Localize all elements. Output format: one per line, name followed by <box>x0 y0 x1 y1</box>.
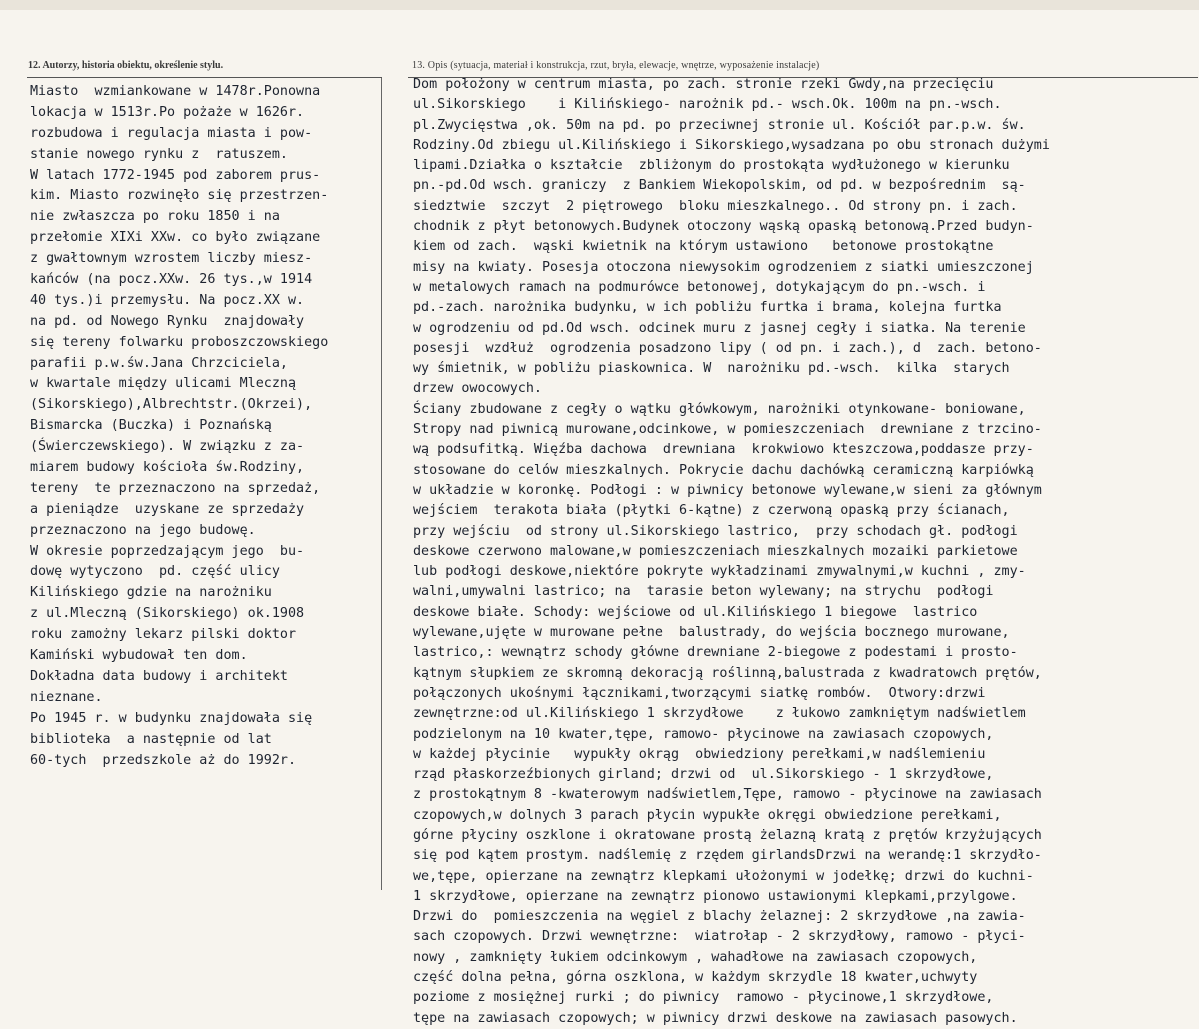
description-text-line: 1 skrzydłowe, opierzane na zewnątrz pionowo ustawionymi klepkami,przylgowe. <box>413 888 1018 904</box>
description-text-line: lub podłogi deskowe,niektóre pokryte wykładzinami zmywalnymi,w kuchni , zmy- <box>413 564 1026 580</box>
description-text-line: deskowe białe. Schody: wejściowe od ul.Kilińskiego 1 biegowe lastrico <box>413 604 978 620</box>
description-text-line: Rodziny.Od zbiegu ul.Kilińskiego i Sikorskiego,wysadzana po obu stronach dużymi <box>413 137 1050 153</box>
description-text-line: walni,umywalni lastrico; na tarasie beton wylewany; na strychu podłogi <box>413 584 994 600</box>
description-text-line: tępe na zawiasach czopowych; w piwnicy drzwi deskowe na zawiasach pasowych. <box>413 1010 1018 1026</box>
history-text-line: roku zamożny lekarz pilski doktor <box>30 627 297 643</box>
description-text-line: posesji wzdłuż ogrodzenia posadzono lipy ( od pn. i zach.), d zach. betono- <box>413 340 1042 356</box>
description-text-line: z prostokątnym 8 -kwaterowym nadświetlem,Tępe, ramowo - płycinowe na zawiasach <box>413 787 1042 803</box>
description-text-line: sach czopowych. Drzwi wewnętrzne: wiatrołap - 2 skrzydłowy, ramowo - płyci- <box>413 929 1026 945</box>
history-text-line: Bismarcka (Buczka) i Poznańską <box>30 418 272 434</box>
description-text-line: rząd płaskorzeźbionych girland; drzwi od ul.Sikorskiego - 1 skrzydłowe, <box>413 767 994 783</box>
history-text-line: kim. Miasto rozwinęło się przestrzen- <box>30 188 329 204</box>
description-text-line: Dom położony w centrum miasta, po zach. stronie rzeki Gwdy,na przecięciu <box>413 77 994 92</box>
description-text-line: podzielonym na 10 kwater,tępe, ramowo- płycinowe na zawiasach czopowych, <box>413 726 994 742</box>
history-text-line: W okresie poprzedzającym jego bu- <box>30 543 305 559</box>
description-text-line: wą podsufitką. Więźba dachowa drewniana krokwiowo kteszczowa,poddasze przy- <box>413 442 1034 458</box>
history-text-line: z gwałtownym wzrostem liczby miesz- <box>30 251 313 267</box>
history-text-line: a pieniądze uzyskane ze sprzedaży <box>30 501 305 517</box>
description-text-line: połączonych ukośnymi łącznikami,tworzącymi siatkę rombów. Otwory:drzwi <box>413 685 986 701</box>
history-text-line: 60-tych przedszkole aż do 1992r. <box>30 752 297 768</box>
section-header-description: 13. Opis (sytuacja, materiał i konstrukcja, rzut, bryła, elewacje, wnętrze, wyposażenie instalacje) <box>412 60 820 71</box>
description-text-line: w każdej płycinie wypukły okrąg obwiedziony perełkami,w nadślemieniu <box>413 746 986 762</box>
description-text-line: Ściany zbudowane z cegły o wątku główkowym, narożniki otynkowane- boniowane, <box>413 401 1026 417</box>
description-text-column <box>413 75 1050 1029</box>
column-divider <box>381 78 382 890</box>
description-text-line: lipami.Działka o kształcie zbliżonym do prostokąta wydłużonego w kierunku <box>413 158 1010 174</box>
description-text-line: się pod kątem prostym. nadślemię z rzędem girlandsDrzwi na werandę:1 skrzydło- <box>413 848 1042 864</box>
description-text-line: drzew owocowych. <box>413 381 542 397</box>
description-text-line: wylewane,ujęte w murowane pełne balustrady, do wejścia bocznego murowane, <box>413 625 1010 641</box>
history-text-line: nieznane. <box>30 689 103 705</box>
history-text-line: przeznaczono na jego budowę. <box>30 522 256 538</box>
description-text-line: wejściem terakota biała (płytki 6-kątne) z czerwoną opaską przy ścianach, <box>413 503 1010 519</box>
history-text-line: rozbudowa i regulacja miasta i pow- <box>30 125 313 141</box>
description-text-line: pl.Zwycięstwa ,ok. 50m na pd. po przeciwnej stronie ul. Kościół par.p.w. św. <box>413 117 1026 133</box>
description-text-line: pd.-zach. narożnika budynku, w ich pobliżu furtka i brama, kolejna furtka <box>413 300 1002 316</box>
description-text-line: zewnętrzne:od ul.Kilińskiego 1 skrzydłowe z łukowo zamkniętym nadświetlem <box>413 706 1026 722</box>
history-text-line: tereny te przeznaczono na sprzedaż, <box>30 480 321 496</box>
history-text-line: (Świerczewskiego). W związku z za- <box>30 439 305 455</box>
history-text-line: dowę wytyczono pd. część ulicy <box>30 564 280 580</box>
description-text-line: nowy , zamknięty łukiem odcinkowym , wahadłowe na zawiasach czopowych, <box>413 949 978 965</box>
history-text-line: miarem budowy kościoła św.Rodziny, <box>30 460 305 476</box>
history-text-line: Kamiński wybudował ten dom. <box>30 648 248 664</box>
history-text-line: biblioteka a następnie od lat <box>30 731 272 747</box>
history-text-line: nie zwłaszcza po roku 1850 i na <box>30 209 280 225</box>
description-text-line: misy na kwiaty. Posesja otoczona niewysokim ogrodzeniem z siatki umieszczonej <box>413 259 1034 275</box>
description-text-line: wy śmietnik, w pobliżu piaskownica. W narożniku pd.-wsch. kilka starych <box>413 361 1010 377</box>
description-text-line: deskowe czerwono malowane,w pomieszczeniach mieszkalnych mozaiki parkietowe <box>413 543 1018 559</box>
section-header-authors-history: 12. Autorzy, historia obiektu, określenie stylu. <box>28 60 224 71</box>
description-text-line: Stropy nad piwnicą murowane,odcinkowe, w pomieszczeniach drewniane z trzcino- <box>413 422 1042 438</box>
history-text-line: z ul.Mleczną (Sikorskiego) ok.1908 <box>30 606 305 622</box>
top-edge <box>0 0 1199 10</box>
description-text-line: lastrico,: wewnątrz schody główne drewniane 2-biegowe z podestami i prosto- <box>413 645 1018 661</box>
description-text-line: we,tępe, opierzane na zewnątrz klepkami ułożonymi w jodełkę; drzwi do kuchni- <box>413 868 1034 884</box>
description-text-line: w metalowych ramach na podmurówce betonowej, dotykającym do pn.-wsch. i <box>413 279 986 295</box>
description-text-line: kiem od zach. wąski kwietnik na którym ustawiono betonowe prostokątne <box>413 239 994 255</box>
description-text-line: kątnym słupkiem ze skromną dekoracją roślinną,balustrada z kwadratowch prętów, <box>413 665 1042 681</box>
history-text-line: stanie nowego rynku z ratuszem. <box>30 146 288 162</box>
history-text-line: Dokładna data budowy i architekt <box>30 668 288 684</box>
description-text-line: w ogrodzeniu od pd.Od wsch. odcinek muru z jasnej cegły i siatka. Na terenie <box>413 320 1026 336</box>
description-text-line: stosowane do celów mieszkalnych. Pokrycie dachu dachówką ceramiczną karpiówką <box>413 462 1034 478</box>
history-text-line: lokacja w 1513r.Po pożaże w 1626r. <box>30 104 305 120</box>
description-text-line: w układzie w koronkę. Podłogi : w piwnicy betonowe wylewane,w sieni za głównym <box>413 482 1042 498</box>
history-text-line: w kwartale między ulicami Mleczną <box>30 376 297 392</box>
description-text-line: część dolna pełna, górna oszklona, w każdym skrzydle 18 kwater,uchwyty <box>413 970 978 986</box>
history-text-column <box>30 82 328 771</box>
history-text-line: W latach 1772-1945 pod zaborem prus- <box>30 167 321 183</box>
description-text-line: górne płyciny oszklone i okratowane prostą żelazną kratą z prętów krzyżujących <box>413 827 1042 843</box>
history-text-line: Kilińskiego gdzie na narożniku <box>30 585 272 601</box>
description-text-line: chodnik z płyt betonowych.Budynek otoczony wąską opaską betonową.Przed budyn- <box>413 219 1034 235</box>
history-text-line: kańców (na pocz.XXw. 26 tys.,w 1914 <box>30 272 313 288</box>
history-text-line: się tereny folwarku proboszczowskiego <box>30 334 329 350</box>
description-text-line: pn.-pd.Od wsch. graniczy z Bankiem Wiekopolskim, od pd. w bezpośrednim są- <box>413 178 1026 194</box>
description-text-line: przy wejściu od strony ul.Sikorskiego lastrico, przy schodach gł. podłogi <box>413 523 1018 539</box>
history-text-line: przełomie XIXi XXw. co było związane <box>30 230 321 246</box>
description-text-line: czopowych,w dolnych 3 parach płycin wypukłe okręgi obwiedzione perełkami, <box>413 807 1002 823</box>
history-text-line: parafii p.w.św.Jana Chrzciciela, <box>30 355 288 371</box>
history-text-line: Po 1945 r. w budynku znajdowała się <box>30 710 313 726</box>
description-text-line: Drzwi do pomieszczenia na węgiel z blachy żelaznej: 2 skrzydłowe ,na zawia- <box>413 909 1026 925</box>
description-text-line: poziome z mosiężnej rurki ; do piwnicy ramowo - płycinowe,1 skrzydłowe, <box>413 990 994 1006</box>
history-text-line: 40 tys.)i przemysłu. Na pocz.XX w. <box>30 292 305 308</box>
description-text-line: siedztwie szczyt 2 piętrowego bloku mieszkalnego.. Od strony pn. i zach. <box>413 198 1018 214</box>
history-text-line: na pd. od Nowego Rynku znajdowały <box>30 313 305 329</box>
history-text-line: Miasto wzmiankowane w 1478r.Ponowna <box>30 84 321 99</box>
description-text-line: ul.Sikorskiego i Kilińskiego- narożnik pd.- wsch.Ok. 100m na pn.-wsch. <box>413 97 1002 113</box>
history-text-line: (Sikorskiego),Albrechtstr.(Okrzei), <box>30 397 313 413</box>
header-divider-left <box>27 77 382 78</box>
